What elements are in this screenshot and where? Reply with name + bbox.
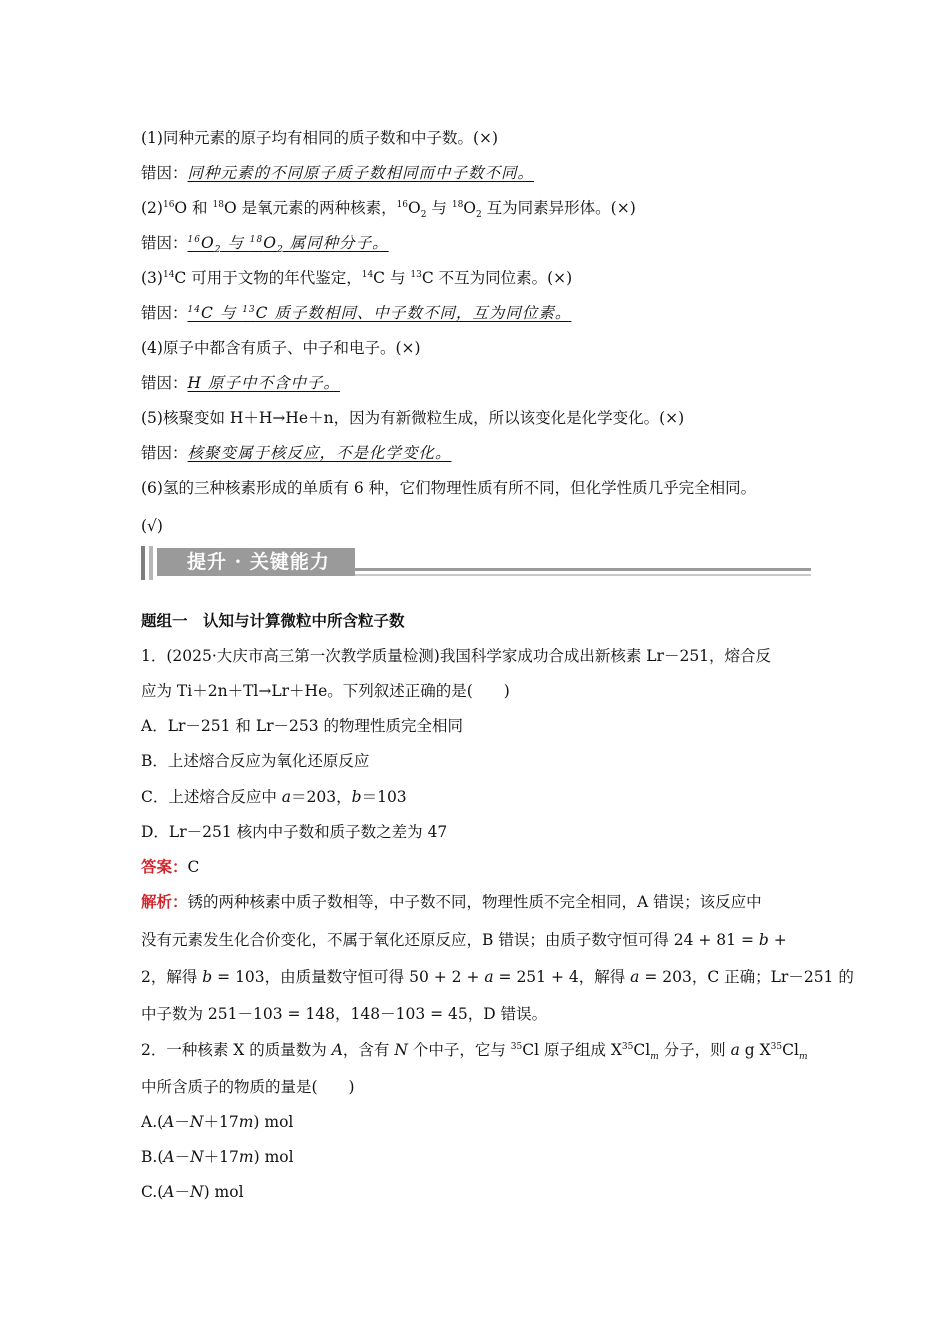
q1-analysis-1: 解析：锈的两种核素中质子数相等，中子数不同，物理性质不完全相同，A 错误；该反应中	[141, 892, 762, 911]
banner-rule	[355, 568, 811, 571]
banner-title: 提升 · 关键能力	[157, 548, 355, 576]
judgment-6: (6)氢的三种核素形成的单质有 6 种，它们物理性质有所不同，但化学性质几乎完全相同。	[141, 479, 757, 497]
reason-label: 错因：	[141, 164, 188, 182]
reason-label: 错因：	[141, 304, 188, 322]
group-title: 题组一 认知与计算微粒中所含粒子数	[141, 611, 405, 630]
q2-option-a: A.(A－N＋17m) mol	[141, 1113, 294, 1131]
q1-analysis-2: 没有元素发生化合价变化，不属于氧化还原反应，B 错误；由质子数守恒可得 24 + 81 = b +	[141, 931, 787, 949]
reason-label: 错因：	[141, 444, 188, 462]
reason-text: H 原子中不含中子。	[187, 374, 340, 392]
reason-text: $^{16}O_2$ 与 $^{18}O_2$ 属同种分子。	[187, 234, 389, 256]
section-banner	[141, 546, 811, 580]
q1-option-d: D．Lr－251 核内中子数和质子数之差为 47	[141, 823, 448, 841]
judgment-1: (1)同种元素的原子均有相同的质子数和中子数。(×)	[141, 129, 499, 147]
reason-label: 错因：	[141, 234, 188, 252]
q1-answer	[141, 857, 199, 877]
q1-analysis-4: 中子数为 251－103 = 148，148－103 = 45，D 错误。	[141, 1005, 548, 1023]
judgment-2: $(2)^{16}O$ 和 $^{18}$O 是氧元素的两种核素，$^{16}O_2$ 与 $^{18}O_2$ 互为同素异形体。(×)	[141, 199, 636, 221]
reason-5	[141, 443, 452, 463]
answer-label: 答案：	[141, 857, 188, 876]
judgment-6-mark: (√)	[141, 517, 163, 535]
answer-value: C	[187, 858, 200, 876]
reason-text: 同种元素的不同原子质子数相同而中子数不同。	[187, 164, 535, 182]
q1-stem: 1．(2025·大庆市高三第一次教学质量检测)我国科学家成功合成出新核素 Lr－251，熔合反	[141, 647, 772, 665]
q1-option-a: A．Lr－251 和 Lr－253 的物理性质完全相同	[141, 717, 464, 735]
reason-label: 错因：	[141, 374, 188, 392]
judgment-4: (4)原子中都含有质子、中子和电子。(×)	[141, 339, 421, 357]
reason-1	[141, 163, 534, 183]
q2-option-b: B.(A－N＋17m) mol	[141, 1148, 294, 1166]
banner-bar	[149, 546, 153, 580]
reason-4	[141, 373, 340, 393]
q2-stem-cont: 中所含质子的物质的量是( )	[141, 1078, 355, 1096]
q2-option-c: C.(A－N) mol	[141, 1183, 244, 1201]
banner-rule	[355, 574, 811, 576]
judgment-3: $(3)^{14}C$ 可用于文物的年代鉴定，$^{14}$C 与 $^{13}$C 不互为同位素。(×)	[141, 269, 573, 287]
analysis-label: 解析：	[141, 892, 188, 911]
q2-stem: 2．一种核素 X 的质量数为 A，含有 N 个中子，它与 $^{35}$Cl 原子组成 $X^{35}Cl_m$ 分子，则 a g $X^{35}Cl_m$	[141, 1041, 808, 1063]
reason-text: $^{14}$C 与 $^{13}$C 质子数相同、中子数不同，互为同位素。	[187, 304, 572, 322]
q1-stem-cont: 应为 Ti＋2n＋Tl→Lr＋He。下列叙述正确的是( )	[141, 682, 510, 700]
q1-option-c: C．上述熔合反应中 a＝203，b＝103	[141, 788, 407, 806]
reason-3	[141, 303, 571, 323]
q1-option-b: B．上述熔合反应为氧化还原反应	[141, 752, 370, 770]
q1-analysis-3: 2，解得 b = 103，由质量数守恒可得 50 + 2 + a = 251 + 4，解得 a = 203，C 正确；Lr－251 的	[141, 968, 854, 986]
reason-2	[141, 233, 389, 256]
banner-bar	[141, 546, 145, 580]
reason-text: 核聚变属于核反应，不是化学变化。	[187, 444, 452, 462]
judgment-5: (5)核聚变如 H＋H→He＋n，因为有新微粒生成，所以该变化是化学变化。(×)	[141, 409, 685, 427]
